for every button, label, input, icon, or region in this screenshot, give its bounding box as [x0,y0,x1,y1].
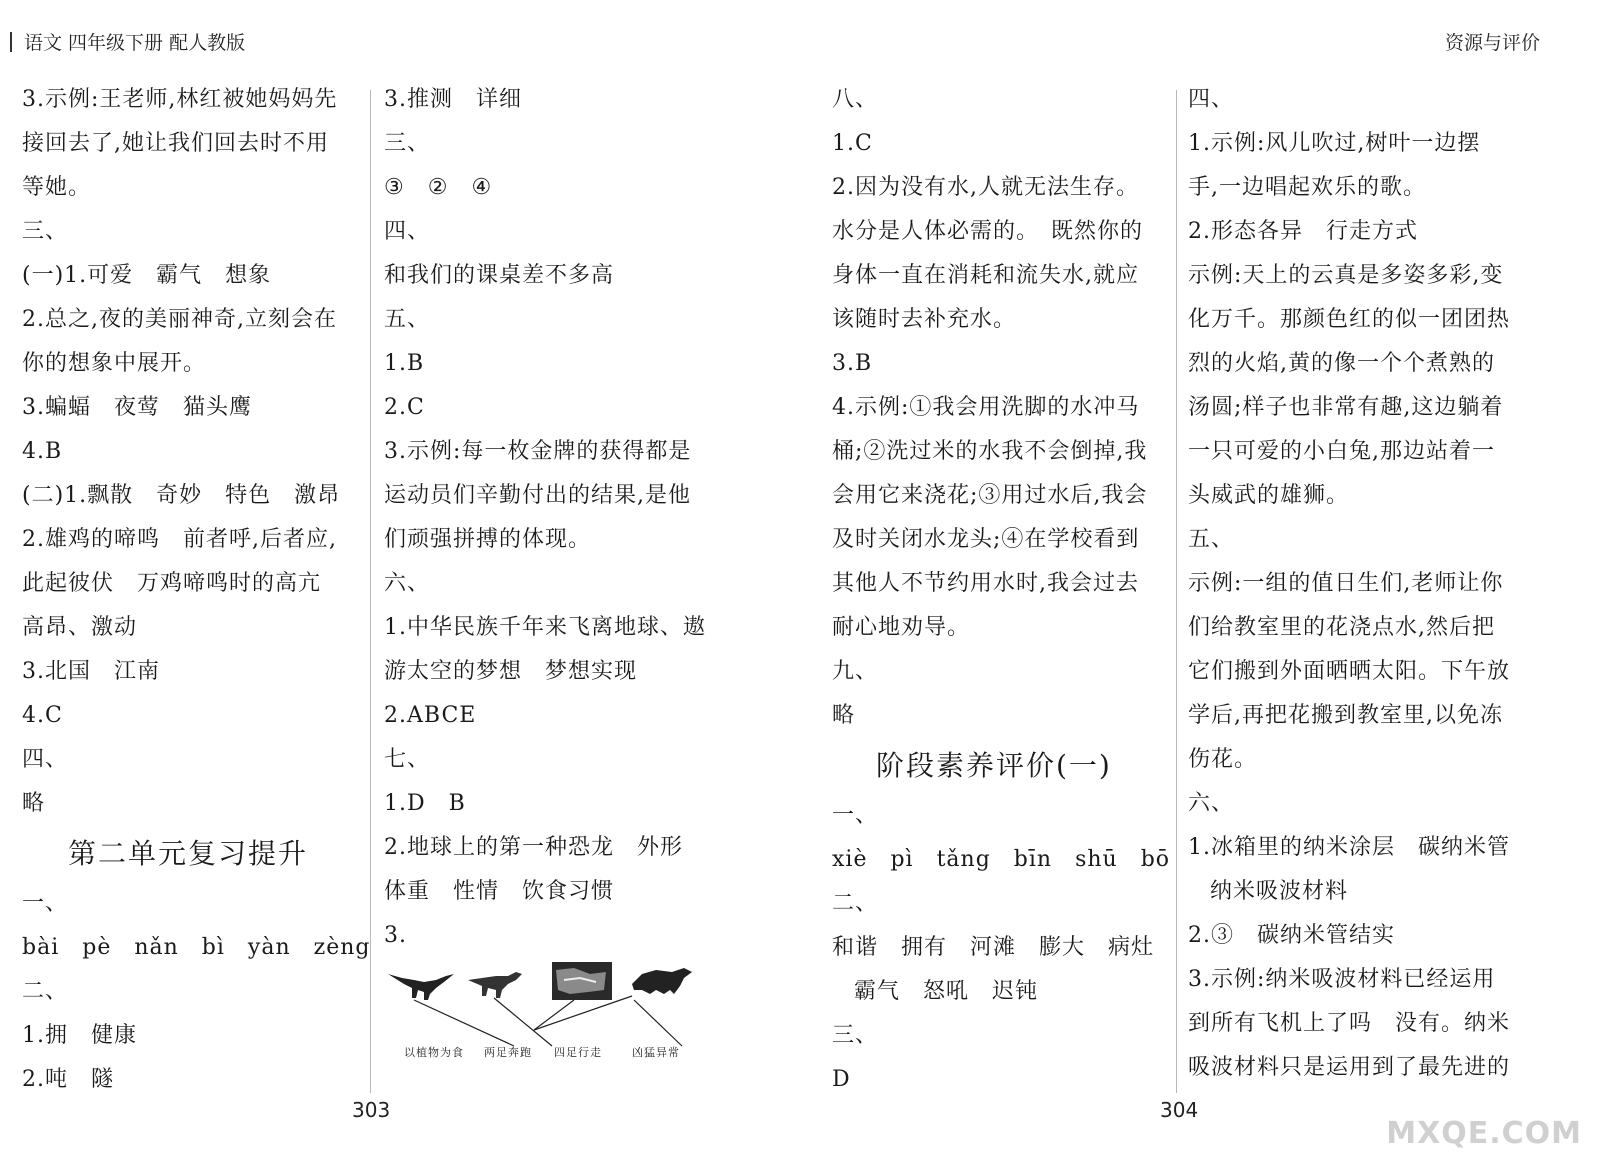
answer-line: 和谐 拥有 河滩 膨大 病灶 [832,935,1155,960]
answer-line: 化万千。那颜色红的似一团团热 [1188,307,1511,332]
answer-line: 伤花。 [1188,747,1258,772]
answer-line: bài pè nǎn bì yàn zèng [22,935,371,960]
section-title: 阶段素养评价(一) [876,749,1112,782]
answer-line: 三、 [832,1023,879,1048]
answer-line: 2.雄鸡的啼鸣 前者呼,后者应, [22,527,337,552]
answer-line: 一、 [22,891,69,916]
answer-line: 4.示例:①我会用洗脚的水冲马 [832,395,1140,420]
answer-line: 3.北国 江南 [22,659,160,684]
answer-line: 3.示例:每一枚金牌的获得都是 [384,439,692,464]
answer-line: (一)1.可爱 霸气 想象 [22,263,272,288]
answer-line: 七、 [384,747,431,772]
answer-line: 一、 [832,803,879,828]
answer-line: 运动员们辛勤付出的结果,是他 [384,483,691,508]
answer-line: 桶;②洗过米的水我不会倒掉,我 [832,439,1148,464]
answer-line: 到所有飞机上了吗 没有。纳米 [1188,1011,1511,1036]
answer-line: 会用它来浇花;③用过水后,我会 [832,483,1148,508]
answer-line: 略 [832,703,856,728]
answer-line: 六、 [1188,791,1235,816]
answer-line: 四、 [1188,87,1235,112]
answer-line: 2.ABCE [384,703,477,728]
answer-line: 1.示例:风儿吹过,树叶一边摆 [1188,131,1481,156]
answer-line: 四、 [384,219,431,244]
answer-line: 们给教室里的花浇点水,然后把 [1188,615,1495,640]
header-left-text: 语文 四年级下册 配人教版 [24,32,246,54]
answer-line: 头威武的雄狮。 [1188,483,1350,508]
answer-line: 接回去了,她让我们回去时不用 [22,131,329,156]
answer-line: 吸波材料只是运用到了最先进的 [1188,1055,1511,1080]
answer-line: 纳米吸波材料 [1210,879,1349,904]
running-header-left [10,28,245,55]
answer-column-3 [832,78,1172,1102]
answer-line: 3.推测 详细 [384,87,522,112]
answer-line: 1.B [384,351,425,376]
dino-label: 以植物为食 [404,1046,464,1059]
answer-line: 二、 [22,979,69,1004]
dino-label: 凶猛异常 [632,1046,680,1059]
dinosaur-matching-figure [384,960,704,1060]
answer-line: 及时关闭水龙头;④在学校看到 [832,527,1140,552]
answer-line: 高昂、激动 [22,615,138,640]
answer-line: (二)1.飘散 奇妙 特色 激昂 [22,483,341,508]
answer-line: 2.C [384,395,425,420]
answer-line: 1.D B [384,791,466,816]
answer-line: 和我们的课桌差不多高 [384,263,615,288]
answer-line: 它们搬到外面晒晒太阳。下午放 [1188,659,1511,684]
answer-line: 1.拥 健康 [22,1023,137,1048]
section-title: 第二单元复习提升 [68,837,309,870]
page-number-right: 304 [1160,1098,1199,1122]
answer-line: 1.冰箱里的纳米涂层 碳纳米管 [1188,835,1510,860]
answer-line: 烈的火焰,黄的像一个个煮熟的 [1188,351,1495,376]
answer-line: 八、 [832,87,879,112]
answer-line: 五、 [384,307,431,332]
dino-label: 四足行走 [554,1046,602,1059]
answer-line: 3.蝙蝠 夜莺 猫头鹰 [22,395,252,420]
answer-line: xiè pì tǎng bīn shū bō [832,847,1171,872]
answer-line: 汤圆;样子也非常有趣,这边躺着 [1188,395,1504,420]
answer-line: 手,一边唱起欢乐的歌。 [1188,175,1426,200]
answer-line: 霸气 怒吼 迟钝 [854,979,1039,1004]
column-divider [1176,90,1177,1093]
answer-line: 耐心地劝导。 [832,615,971,640]
answer-line: 4.B [22,439,63,464]
answer-line: 二、 [832,891,879,916]
answer-line: 3.示例:王老师,林红被她妈妈先 [22,87,338,112]
answer-column-4 [1188,78,1528,1090]
answer-line: 体重 性情 饮食习惯 [384,879,615,904]
answer-line: 游太空的梦想 梦想实现 [384,659,638,684]
answer-line: 3.示例:纳米吸波材料已经运用 [1188,967,1496,992]
answer-line: 此起彼伏 万鸡啼鸣时的高亢 [22,571,322,596]
answer-line: 2.吨 隧 [22,1067,114,1092]
answer-line: 九、 [832,659,879,684]
answer-line: 该随时去补充水。 [832,307,1017,332]
answer-line: 你的想象中展开。 [22,351,207,376]
answer-line: 水分是人体必需的。 既然你的 [832,219,1144,244]
dinosaur-matching-svg [384,960,704,1060]
answer-line: 4.C [22,703,63,728]
running-header-right: 资源与评价 [1444,32,1540,54]
answer-line: 五、 [1188,527,1235,552]
dinosaur-1-icon [388,974,454,1000]
watermark: MXQE.COM [1386,1116,1582,1151]
answer-column-2 [384,78,724,1060]
answer-line: ③ ② ④ [384,175,493,200]
answer-line: 3. [384,923,407,948]
answer-line: 略 [22,791,46,816]
answer-line: 1.C [832,131,873,156]
answer-line: 其他人不节约用水时,我会过去 [832,571,1139,596]
answer-line: 三、 [22,219,69,244]
answer-line: 四、 [22,747,69,772]
answer-line: 2.形态各异 行走方式 [1188,219,1418,244]
answer-column-1 [22,78,371,1102]
answer-line: 1.中华民族千年来飞离地球、遨 [384,615,706,640]
answer-line: 们顽强拼搏的体现。 [384,527,592,552]
answer-line: 六、 [384,571,431,596]
answer-line: 2.因为没有水,人就无法生存。 [832,175,1139,200]
dino-label: 两足奔跑 [484,1046,532,1059]
answer-line: 一只可爱的小白兔,那边站着一 [1188,439,1495,464]
answer-line: 2.③ 碳纳米管结实 [1188,923,1395,948]
header-bar [10,32,12,52]
answer-line: 学后,再把花搬到教室里,以免冻 [1188,703,1503,728]
answer-line: 2.总之,夜的美丽神奇,立刻会在 [22,307,337,332]
answer-line: 三、 [384,131,431,156]
dinosaur-3-icon [552,962,612,1000]
dinosaur-2-icon [468,972,522,998]
answer-line: 示例:一组的值日生们,老师让你 [1188,571,1504,596]
matching-lines [414,996,682,1046]
answer-line: 3.B [832,351,873,376]
dinosaur-4-icon [632,968,692,994]
page-number-left: 303 [352,1098,391,1122]
answer-line: 示例:天上的云真是多姿多彩,变 [1188,263,1504,288]
answer-line: 2.地球上的第一种恐龙 外形 [384,835,683,860]
answer-line: D [832,1067,851,1092]
answer-line: 等她。 [22,175,92,200]
answer-line: 身体一直在消耗和流失水,就应 [832,263,1139,288]
